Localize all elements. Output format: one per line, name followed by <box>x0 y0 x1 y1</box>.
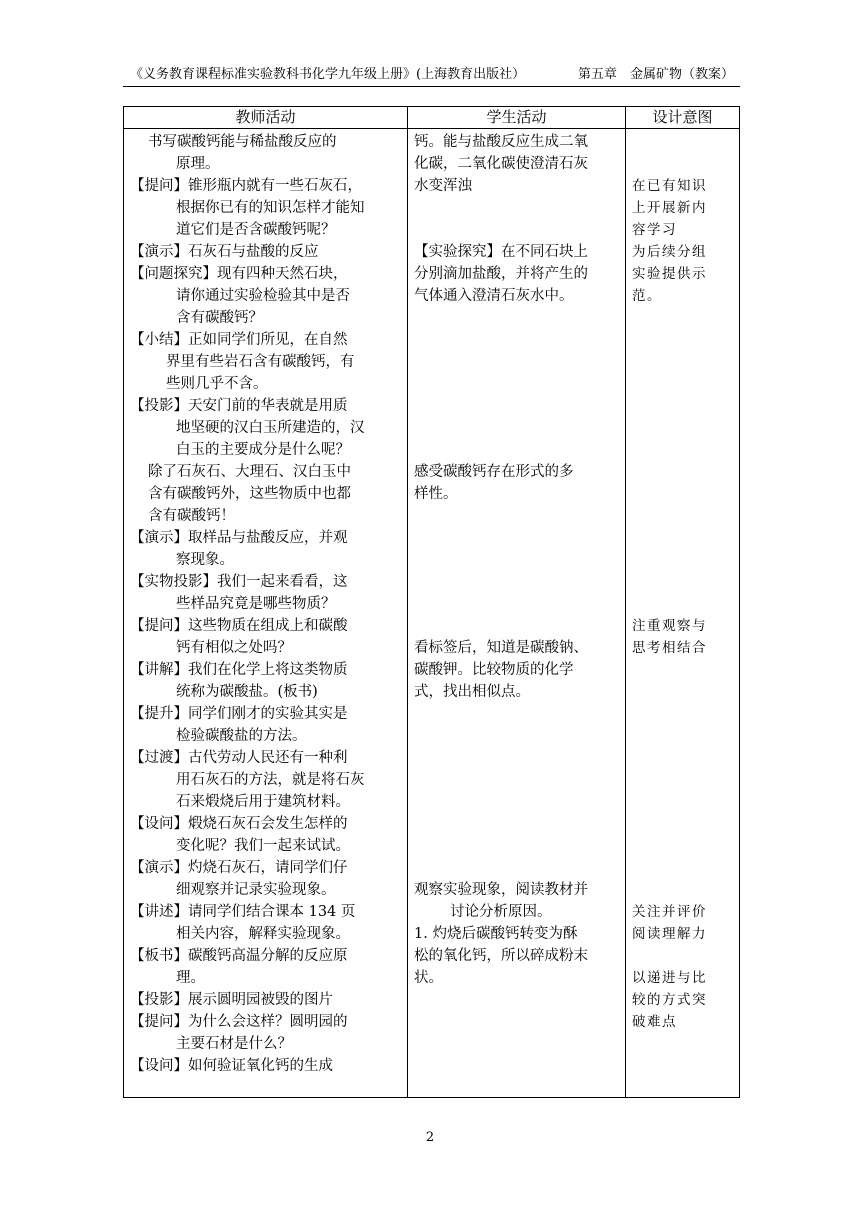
intent-line: 为后续分组 <box>632 244 707 260</box>
teacher-line: 含有碳酸钙外，这些物质中也都 <box>148 486 351 502</box>
teacher-line: 统称为碳酸盐。(板书) <box>176 684 318 700</box>
teacher-line: 些则几乎不含。 <box>166 376 268 392</box>
col-header-intent: 设计意图 <box>652 108 713 126</box>
intent-column <box>632 131 736 1033</box>
teacher-line: 察现象。 <box>176 552 234 568</box>
column-divider <box>625 107 626 1097</box>
teacher-line: 【提升】同学们刚才的实验其实是 <box>130 706 348 722</box>
teacher-line: 请你通过实验检验其中是否 <box>176 288 350 304</box>
student-line: 碳酸钾。比较物质的化学 <box>414 662 574 678</box>
intent-line: 在已有知识 <box>632 178 707 194</box>
intent-line: 破难点 <box>632 1014 677 1030</box>
teacher-line: 书写碳酸钙能与稀盐酸反应的 <box>148 134 337 150</box>
teacher-column <box>130 131 398 1077</box>
teacher-line: 主要石材是什么？ <box>176 1036 292 1052</box>
teacher-line: 【提问】为什么会这样？圆明园的 <box>130 1014 348 1030</box>
teacher-line: 【讲述】请同学们结合课本 134 页 <box>130 904 356 920</box>
intent-line: 以递进与比 <box>632 970 707 986</box>
teacher-line: 相关内容，解释实验现象。 <box>176 926 350 942</box>
student-column <box>414 131 622 989</box>
intent-line: 容学习 <box>632 222 677 238</box>
teacher-line: 【问题探究】现有四种天然石块， <box>130 266 348 282</box>
teacher-line: 【演示】取样品与盐酸反应，并观 <box>130 530 348 546</box>
teacher-line: 含有碳酸钙？ <box>176 310 263 326</box>
teacher-line: 【设问】煅烧石灰石会发生怎样的 <box>130 816 348 832</box>
teacher-line: 【提问】这些物质在组成上和碳酸 <box>130 618 348 634</box>
intent-line: 注重观察与 <box>632 618 707 634</box>
teacher-line: 细观察并记录实验现象。 <box>176 882 336 898</box>
column-divider <box>407 107 408 1097</box>
teacher-line: 【实物投影】我们一起来看看，这 <box>130 574 348 590</box>
teacher-line: 原理。 <box>176 156 220 172</box>
teacher-line: 地坚硬的汉白玉所建造的，汉 <box>176 420 365 436</box>
teacher-line: 道它们是否含碳酸钙呢？ <box>176 222 336 238</box>
col-header-student: 学生活动 <box>486 108 547 126</box>
intent-line: 范。 <box>632 288 662 304</box>
intent-line: 关注并评价 <box>632 904 707 920</box>
student-line: 样性。 <box>414 486 458 502</box>
student-line: 1. 灼烧后碳酸钙转变为酥 <box>414 926 578 942</box>
student-line: 式，找出相似点。 <box>414 684 530 700</box>
header-book-title: 《义务教育课程标准实验教科书化学九年级上册》(上海教育出版社） <box>130 67 526 82</box>
teacher-line: 除了石灰石、大理石、汉白玉中 <box>148 464 351 480</box>
page-number: 2 <box>425 1130 435 1145</box>
teacher-line: 【演示】石灰石与盐酸的反应 <box>130 244 319 260</box>
teacher-line: 白玉的主要成分是什么呢？ <box>176 442 350 458</box>
teacher-line: 【讲解】我们在化学上将这类物质 <box>130 662 348 678</box>
teacher-line: 些样品究竟是哪些物质？ <box>176 596 336 612</box>
teacher-line: 【提问】锥形瓶内就有一些石灰石， <box>130 178 362 194</box>
student-line: 钙。能与盐酸反应生成二氧 <box>414 134 588 150</box>
student-line: 气体通入澄清石灰水中。 <box>414 288 574 304</box>
header-chapter: 第五章 金属矿物（教案） <box>578 67 735 82</box>
teacher-line: 【投影】天安门前的华表就是用质 <box>130 398 348 414</box>
header-row-divider <box>124 128 739 129</box>
teacher-line: 用石灰石的方法，就是将石灰 <box>176 772 365 788</box>
intent-line: 上开展新内 <box>632 200 707 216</box>
teacher-line: 含有碳酸钙！ <box>148 508 235 524</box>
teacher-line: 石来煅烧后用于建筑材料。 <box>176 794 350 810</box>
teacher-line: 【演示】灼烧石灰石，请同学们仔 <box>130 860 348 876</box>
student-line: 【实验探究】在不同石块上 <box>414 244 588 260</box>
student-line: 观察实验现象，阅读教材并 <box>414 882 588 898</box>
teacher-line: 理。 <box>176 970 205 986</box>
student-line: 化碳，二氧化碳使澄清石灰 <box>414 156 588 172</box>
teacher-line: 变化呢？我们一起来试试。 <box>176 838 350 854</box>
intent-line: 阅读理解力 <box>632 926 707 942</box>
student-line: 水变浑浊 <box>414 178 472 194</box>
intent-line: 实验提供示 <box>632 266 707 282</box>
intent-line: 较的方式突 <box>632 992 707 1008</box>
teacher-line: 根据你已有的知识怎样才能知 <box>176 200 365 216</box>
intent-line: 思考相结合 <box>632 640 707 656</box>
student-line: 松的氧化钙，所以碎成粉末 <box>414 948 588 964</box>
header-divider <box>123 86 740 87</box>
col-header-teacher: 教师活动 <box>235 108 296 126</box>
teacher-line: 界里有些岩石含有碳酸钙，有 <box>166 354 355 370</box>
student-line: 感受碳酸钙存在形式的多 <box>414 464 574 480</box>
student-line: 状。 <box>414 970 443 986</box>
student-line: 分别滴加盐酸，并将产生的 <box>414 266 588 282</box>
teacher-line: 【小结】正如同学们所见，在自然 <box>130 332 348 348</box>
student-line: 看标签后，知道是碳酸钠、 <box>414 640 588 656</box>
lesson-table <box>123 106 740 1098</box>
teacher-line: 【板书】碳酸钙高温分解的反应原 <box>130 948 348 964</box>
teacher-line: 检验碳酸盐的方法。 <box>176 728 307 744</box>
student-line: 讨论分析原因。 <box>450 904 552 920</box>
teacher-line: 【设问】如何验证氧化钙的生成 <box>130 1058 333 1074</box>
teacher-line: 【投影】展示圆明园被毁的图片 <box>130 992 333 1008</box>
teacher-line: 钙有相似之处吗？ <box>176 640 292 656</box>
teacher-line: 【过渡】古代劳动人民还有一种利 <box>130 750 348 766</box>
